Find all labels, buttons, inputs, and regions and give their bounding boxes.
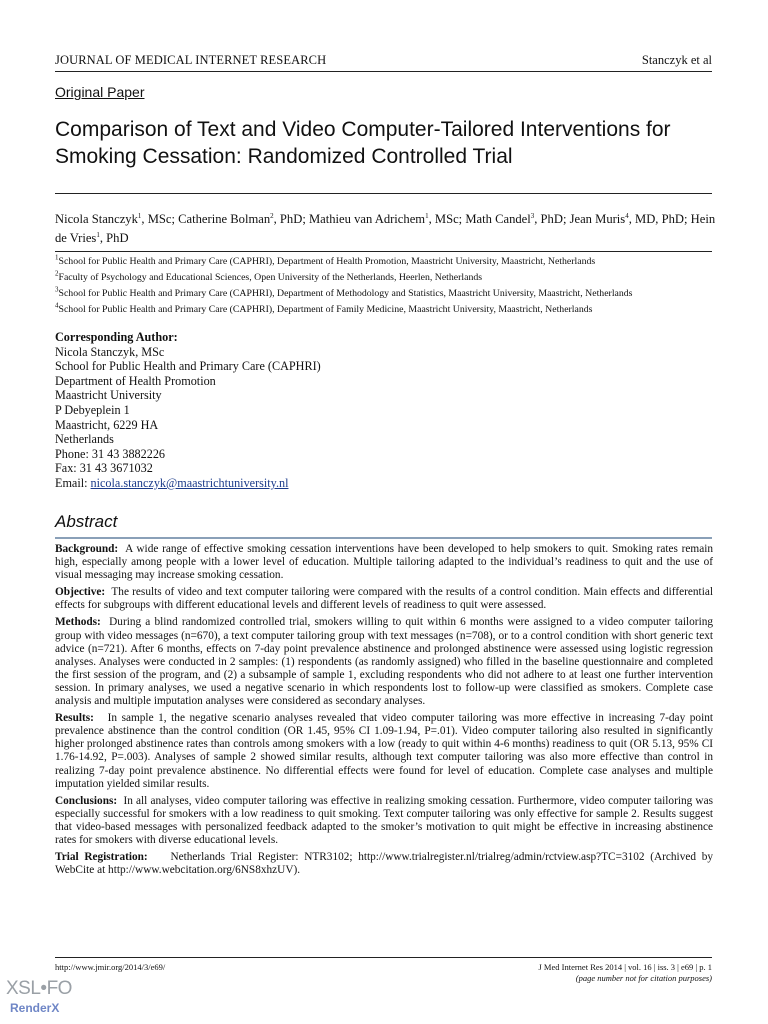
renderx-watermark: RenderX bbox=[10, 1001, 60, 1015]
corresponding-line: Phone: 31 43 3882226 bbox=[55, 446, 166, 461]
corresponding-line: School for Public Health and Primary Care (CAPHRI) bbox=[55, 359, 321, 374]
article-title: Comparison of Text and Video Computer-Tailored Interventions for Smoking Cessation: Randomized Controlled Trial bbox=[55, 118, 671, 168]
header-rule bbox=[55, 71, 712, 72]
affiliation: $^4$School for Public Health and Primary Care (CAPHRI), Department of Family Medicine, Maastricht University, Maastricht, Netherlands bbox=[55, 301, 593, 315]
corresponding-line: Fax: 31 43 3671032 bbox=[55, 461, 153, 476]
author: Jean Muris$^4$, MD, PhD; bbox=[569, 211, 691, 226]
abstract-body bbox=[55, 543, 713, 881]
title-rule bbox=[55, 193, 712, 194]
corresponding-line: Netherlands bbox=[55, 432, 114, 447]
author: Mathieu van Adrichem$^1$, MSc; bbox=[308, 211, 466, 226]
email-line: Email: nicola.stanczyk@maastrichtuniversity.nl bbox=[55, 475, 289, 490]
footer-note: (page number not for citation purposes) bbox=[575, 973, 712, 983]
affiliation: $^1$School for Public Health and Primary Care (CAPHRI), Department of Health Promotion, Maastricht University, Maastricht, Netherlands bbox=[55, 253, 596, 267]
email-link[interactable]: nicola.stanczyk@maastrichtuniversity.nl bbox=[90, 475, 289, 490]
author-list bbox=[55, 210, 717, 248]
corresponding-line: Maastricht University bbox=[55, 388, 162, 403]
footer-citation: J Med Internet Res 2014 | vol. 16 | iss. 3 | e69 | p. 1 bbox=[538, 962, 712, 972]
journal-name: JOURNAL OF MEDICAL INTERNET RESEARCH bbox=[55, 53, 327, 67]
abstract-section: Trial Registration: Netherlands Trial Register: NTR3102; http://www.trialregister.nl/trialreg/admin/rctview.asp?TC=3102 (Archived by WebCite at http://www.webcitation.org/6NS8xhzUV). bbox=[55, 851, 713, 877]
affiliation: $^2$Faculty of Psychology and Educational Sciences, Open University of the Netherlands, Heerlen, Netherlands bbox=[55, 269, 483, 283]
corresponding-line: Maastricht, 6229 HA bbox=[55, 417, 159, 432]
footer-rule bbox=[55, 957, 712, 958]
author: Catherine Bolman$^2$, PhD; bbox=[178, 211, 309, 226]
authors-rule bbox=[55, 251, 712, 252]
footer-url[interactable]: http://www.jmir.org/2014/3/e69/ bbox=[55, 962, 166, 972]
abstract-section: Conclusions: In all analyses, video computer tailoring was effective in realizing smoking cessation. Furthermore, video computer tailoring was especially successful for smokers with a low readiness to quit smoking. Text computer tailoring was only effective for sample 2. Results suggest that video-based messages with personalized feedback adapted to the smoker’s motivation to quit might be effective in increasing abstinence rates for smokers with diverse educational levels. bbox=[55, 794, 713, 846]
author: Hein de Vries$^1$, PhD bbox=[55, 212, 716, 245]
abstract-section: Objective: The results of video and text computer tailoring were compared with the results of a control condition. Main effects and differential effects for subgroups with different educational levels and different levels of readiness to quit were assessed. bbox=[55, 586, 713, 612]
article-type: Original Paper bbox=[55, 84, 145, 100]
author: Nicola Stanczyk$^1$, MSc; bbox=[55, 211, 179, 226]
abstract-section: Methods: During a blind randomized controlled trial, smokers willing to quit within 6 months were assigned to a video computer tailoring group with video messages (n=670), a text computer tailoring group with text messages (n=708), or to a control condition with short generic text advice (n=721). After 6 months, effects on 7-day point prevalence abstinence and prolonged abstinence were assessed using logistic regression analyses. Analyses were conducted in 2 samples: (1) respondents (as randomly assigned) who filled in the baseline questionnaire and completed the first session of the program, and (2) a subsample of sample 1, excluding respondents who did not adhere to at least one further intervention session. In primary analyses, we used a negative scenario in which respondents lost to follow-up were classified as smokers. Complete case analysis and multiple imputation analyses were considered as secondary analyses. bbox=[55, 616, 714, 708]
affiliation-list bbox=[55, 254, 725, 318]
corresponding-line: Nicola Stanczyk, MSc bbox=[55, 344, 165, 359]
xslfo-watermark: XSL•FO bbox=[6, 978, 72, 999]
corresponding-line: P Debyeplein 1 bbox=[55, 402, 130, 417]
corresponding-heading: Corresponding Author: bbox=[55, 330, 178, 344]
running-authors: Stanczyk et al bbox=[641, 53, 712, 67]
corresponding-author bbox=[55, 330, 555, 491]
abstract-section: Results: In sample 1, the negative scenario analyses revealed that video computer tailoring was more effective in increasing 7-day point prevalence abstinence than the control condition (OR 1.45, 95% CI 1.09-1.94, P=.01). Video computer tailoring also resulted in significantly higher prolonged abstinence rates than controls among smokers with a low (ready to quit within 4-6 months) readiness to quit (OR 5.13, 95% CI 1.76-14.92, P=.003). Analyses of sample 2 showed similar results, although text computer tailoring was also more effective than control in realizing 7-day point prevalence abstinence. No differential effects were found for level of education. Complete case analyses and multiple imputation yielded similar results. bbox=[55, 712, 713, 790]
abstract-section: Background: A wide range of effective smoking cessation interventions have been developed to help smokers to quit. Smoking rates remain high, especially among people with a lower level of education. Multiple tailoring adapted to the individual’s readiness to quit and the use of visual messaging may increase smoking cessation. bbox=[55, 543, 714, 582]
corresponding-line: Department of Health Promotion bbox=[55, 373, 216, 388]
abstract-heading: Abstract bbox=[55, 512, 118, 531]
affiliation: $^3$School for Public Health and Primary Care (CAPHRI), Department of Methodology and Statistics, Maastricht University, Maastricht, Netherlands bbox=[55, 285, 633, 299]
abstract-rule bbox=[55, 537, 712, 539]
author: Math Candel$^3$, PhD; bbox=[465, 211, 570, 226]
